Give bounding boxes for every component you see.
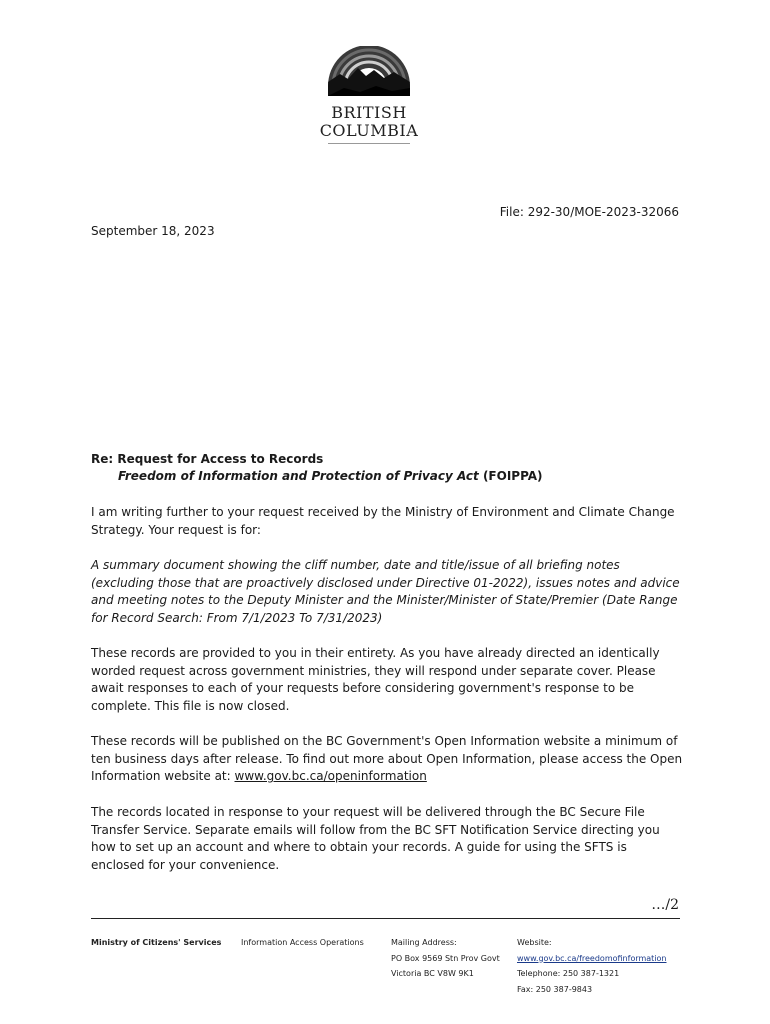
act-abbrev: (FOIPPA) [482,469,543,483]
fax: Fax: 250 387-9843 [517,984,593,994]
file-reference: File: 292-30/MOE-2023-32066 [499,205,679,219]
website-link[interactable]: www.gov.bc.ca/freedomofinformation [517,953,667,963]
paragraph-request-text: A summary document showing the cliff number, date and title/issue of all briefing notes (excluding those that are proactively disclosed under Directive 01-2022), issues notes and advice and meeting notes to the Deputy Minister and the Minister/Minister of State/Premier (Date Range for Record Search: From 7/1/2023 To 7/31/2023) [91,558,680,625]
act-line [118,469,543,483]
open-information-link[interactable]: www.gov.bc.ca/openinformation [234,769,427,784]
website-label: Website: [517,938,552,947]
subject-line [91,452,543,466]
act-name: Freedom of Information and Protection of Privacy Act [118,469,479,483]
page-continuation-marker: …/2 [651,897,679,913]
paragraph-intro: I am writing further to your request received by the Ministry of Environment and Climate Change Strategy. Your request is for: [91,505,675,537]
subject-prefix: Re: [91,452,114,466]
bc-logo [314,46,424,146]
subject-title: Request for Access to Records [117,452,324,466]
letter-date: September 18, 2023 [91,224,215,238]
mailing-label: Mailing Address: [391,938,457,947]
footer-divider [91,918,680,919]
footer-ministry: Ministry of Citizens' Services [91,938,222,947]
subject-block [91,452,543,483]
paragraph-open-information [91,733,683,786]
sun-mountain-emblem-icon [314,46,424,104]
footer-mailing-address [391,935,500,982]
mailing-line-1: PO Box 9569 Stn Prov Govt [391,953,500,963]
footer-contact [517,935,667,997]
logo-underline [328,143,410,144]
logo-text-british: BRITISH [331,103,407,122]
telephone: Telephone: 250 387-1321 [517,969,620,978]
paragraph-records-provided: These records are provided to you in their entirety. As you have already directed an identically worded request across government ministries, they will respond under separate cover. Please await responses to each of your requests before considering government's response to be complete. This file is now closed. [91,646,660,713]
mailing-line-2: Victoria BC V8W 9K1 [391,969,474,978]
footer-office: Information Access Operations [241,938,364,947]
open-information-text: These records will be published on the BC Government's Open Information website a minimum of ten business days after release. To find out more about Open Information, please access the Open Information website at: [91,734,683,784]
logo-text-columbia: COLUMBIA [319,121,419,140]
paragraph-sfts-delivery: The records located in response to your request will be delivered through the BC Secure File Transfer Service. Separate emails will follow from the BC SFT Notification Service directing you how to set up an account and where to obtain your records. A guide for using the SFTS is enclosed for your convenience. [91,805,660,872]
